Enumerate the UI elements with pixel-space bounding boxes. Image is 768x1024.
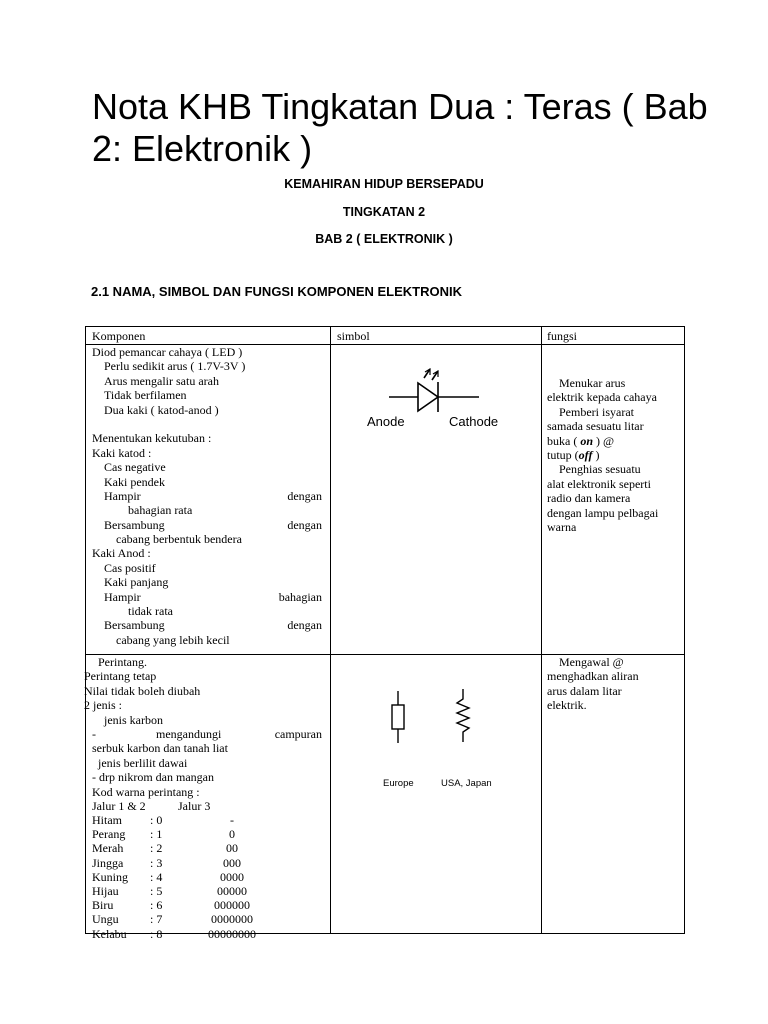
colour-value: : 6 [150,898,163,913]
resistor-component-cell [84,655,322,941]
katod-bersambung-left: Bersambung [104,517,165,532]
resistor-line: Kod warna perintang : [92,784,200,799]
colour-value: : 1 [150,827,163,842]
katod-bersambung-right: dengan [287,517,322,532]
europe-label: Europe [383,778,414,789]
anod-hampir-cont: tidak rata [128,604,173,619]
anod-item: Cas positif [104,560,156,575]
colour-value: : 3 [150,855,163,870]
components-table [84,326,685,941]
anod-hampir-right: bahagian [278,589,322,604]
anod-bersambung [92,618,322,632]
heading-chapter: BAB 2 ( ELEKTRONIK ) [315,232,453,246]
colour-value: : 0 [150,813,163,828]
colour-name: Perang [92,827,126,842]
colour-band3: 0000000 [211,912,253,927]
colour-name: Kuning [92,869,128,884]
header-simbol: simbol [337,329,370,343]
function-line: Menukar arus [559,376,626,390]
function-line: elektrik kepada cahaya [547,390,657,405]
colour-code-row [92,870,322,884]
function-line: Pemberi isyarat [559,404,634,419]
resistor-usa-icon [457,689,469,742]
led-component-cell [92,345,322,647]
colour-code-row [92,898,322,912]
kod-header [92,799,322,813]
colour-code-row [92,841,322,855]
resistor-line: - drp nikrom dan mangan [92,770,214,785]
anod-bersambung-right: dengan [287,618,322,633]
function-line: menghadkan aliran [547,669,639,684]
colour-name: Biru [92,898,114,913]
function-line: samada sesuatu litar [547,419,644,434]
led-name: Diod pemancar cahaya ( LED ) [92,345,243,359]
resistor-line: 2 jenis : [84,698,122,713]
colour-value: : 7 [150,912,163,927]
colour-code-row [92,884,322,898]
anod-hampir [92,590,322,604]
katod-hampir-cont: bahagian rata [128,503,193,518]
cathode-label: Cathode [449,414,499,429]
function-line-on [547,434,683,448]
led-feature: Dua kaki ( katod-anod ) [104,402,219,417]
resistor-line: Perintang tetap [84,669,157,684]
heading-subject: KEMAHIRAN HIDUP BERSEPADU [284,177,484,191]
colour-name: Hijau [92,884,119,899]
colour-code-row [92,827,322,841]
column-divider [541,327,542,933]
katod-hampir-left: Hampir [104,488,141,503]
kod-header-col2: Jalur 3 [178,798,211,813]
colour-name: Hitam [92,813,122,828]
colour-value: : 5 [150,884,163,899]
off-word: off [578,447,593,462]
mengandungi-dash: - [92,726,96,741]
colour-band3: 00000 [217,884,247,899]
kod-header-col1: Jalur 1 & 2 [92,798,146,813]
resistor-function-cell [547,655,683,713]
mengandungi-right: campuran [274,726,322,741]
diode-icon [389,369,479,412]
anode-label: Anode [367,414,405,429]
colour-code-row [92,927,322,941]
function-line: alat elektronik seperti [547,476,651,491]
function-line: Mengawal @ [559,655,624,669]
document-title: Nota KHB Tingkatan Dua : Teras ( Bab 2: Elektronik ) [92,86,708,169]
led-function-cell [547,376,683,534]
mengandungi-word: mengandungi [156,726,222,741]
section-title: 2.1 NAMA, SIMBOL DAN FUNGSI KOMPONEN ELEKTRONIK [91,284,463,299]
katod-bersambung [92,518,322,532]
colour-name: Merah [92,841,124,856]
anod-item: Kaki panjang [104,575,169,590]
resistor-line: Nilai tidak boleh diubah [84,683,201,698]
on-suffix: ) @ [593,433,615,448]
colour-code-row [92,813,322,827]
function-line: elektrik. [547,698,587,713]
function-line: arus dalam litar [547,683,622,698]
resistor-line: jenis karbon [104,712,163,727]
colour-code-list [92,813,322,941]
mengandungi-line [92,727,322,741]
function-line-off [547,448,683,462]
katod-bersambung-cont: cabang berbentuk bendera [116,532,242,547]
colour-name: Jingga [92,855,124,870]
colour-code-row [92,912,322,926]
led-feature: Tidak berfilamen [104,388,187,403]
colour-band3: 0 [229,827,235,842]
colour-value: : 8 [150,926,163,941]
katod-item: Cas negative [104,460,166,475]
colour-band3: 0000 [220,869,244,884]
anod-title: Kaki Anod : [92,546,151,561]
katod-hampir-right: dengan [287,488,322,503]
colour-band3: - [230,813,234,828]
resistor-symbols [331,677,541,789]
function-line: dengan lampu pelbagai [547,505,659,520]
on-prefix: buka ( [547,433,581,448]
colour-code-row [92,856,322,870]
led-feature: Perlu sedikit arus ( 1.7V-3V ) [104,359,246,374]
usa-japan-label: USA, Japan [441,778,492,789]
katod-item: Kaki pendek [104,474,165,489]
colour-value: : 2 [150,841,163,856]
resistor-line: jenis berlilit dawai [98,755,188,770]
heading-form: TINGKATAN 2 [342,205,426,219]
resistor-europe-icon [392,691,404,743]
function-line: radio dan kamera [547,491,631,506]
header-fungsi: fungsi [547,329,577,343]
colour-band3: 000000 [214,898,250,913]
resistor-line: serbuk karbon dan tanah liat [92,741,228,756]
anod-hampir-left: Hampir [104,589,141,604]
header-komponen: Komponen [92,329,146,343]
led-feature: Arus mengalir satu arah [104,373,219,388]
colour-band3: 00 [226,841,238,856]
colour-band3: 000 [223,855,241,870]
anod-bersambung-left: Bersambung [104,618,165,633]
katod-hampir [92,489,322,503]
colour-value: : 4 [150,869,163,884]
colour-name: Ungu [92,912,119,927]
led-symbol [331,345,541,465]
anod-bersambung-cont: cabang yang lebih kecil [116,632,230,647]
off-prefix: tutup ( [547,447,579,462]
resistor-line: Perintang. [98,655,147,669]
colour-band3: 00000000 [208,926,256,941]
function-line: Penghias sesuatu [559,462,641,477]
off-suffix: ) [592,447,600,462]
katod-title: Kaki katod : [92,445,152,460]
function-line: warna [547,519,577,534]
polarity-title: Menentukan kekutuban : [92,431,212,446]
blank-line [92,417,322,431]
colour-name: Kelabu [92,926,127,941]
on-word: on [580,433,594,448]
